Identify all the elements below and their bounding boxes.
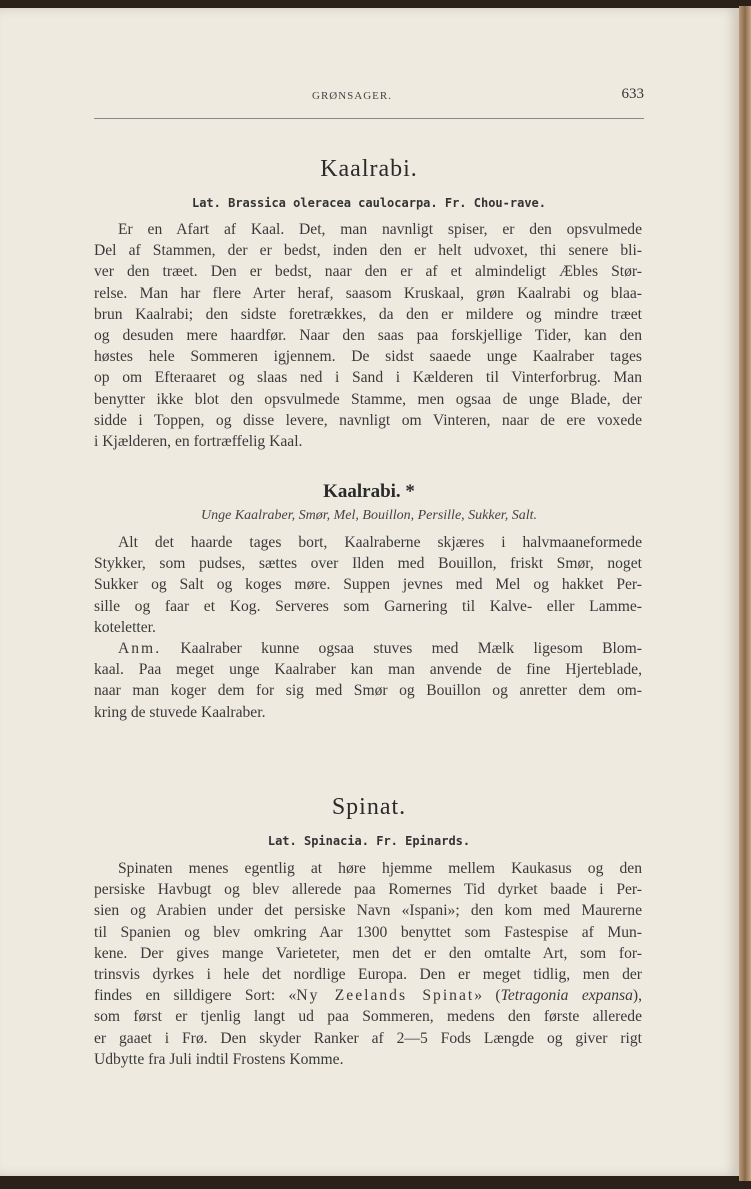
variety-name: Ny Zeelands Spinat xyxy=(296,987,475,1005)
note-label: Anm. xyxy=(118,640,162,657)
section-title-kaalrabi: Kaalrabi. xyxy=(320,156,418,182)
running-title: GRØNSAGER. xyxy=(312,90,392,102)
page-edge xyxy=(739,6,751,1181)
recipe-instructions: Alt det haarde tages bort, Kaalraberne skjæres i halvmaaneformede Stykker, som pudses, sættes over Ilden med Bouillon, friskt Smør, noget Sukker og Salt og koges møre. Suppen jevnes med Mel og hakket Per- sille og faar et Kog. Serveres som Garnering til Kalve- eller Lamme- koteletter. xyxy=(94,534,642,636)
recipe-note: Anm. Kaalraber kunne ogsaa stuves med Mælk ligesom Blom- kaal. Paa meget unge Kaalraber kan man anvende de fine Hjerteblade, naar man koger dem for sig med Smør og Bouillon og anretter dem om- kring de stuvede Kaalraber. xyxy=(94,640,642,721)
paragraph-spinat: Spinaten menes egentlig at høre hjemme mellem Kaukasus og den persiske Havbugt og blev allerede paa Romernes Tid dyrket baade i Per- sien og Arabien under det persiske Navn «Ispani»; den kom med Maurerne til Spanien og blev omkring Aar 1300 benyttet som Fastespise af Mun- kene. Der gives mange Varieteter, men det er den omtalte Art, som for- trinsvis dyrkes i hele det nordlige Europa. Den er meget tidlig, men der findes en silldigere Sort: «Ny Zeelands Spinat» (Tetragonia expansa), som først er tjenlig langt ud paa Sommeren, medens den første allerede er gaaet i Frø. Den skyder Ranker af 2—5 Fods Længde og giver rigt Udbytte fra Juli indtil Frostens Komme. xyxy=(94,860,643,1068)
recipe-title: Kaalrabi. * xyxy=(323,481,415,502)
paragraph-kaalrabi: Er en Afart af Kaal. Det, man navnligt spiser, er den opsvulmede Del af Stammen, der er bedst, inden den er helt udvoxet, thi senere bli- ver den træet. Den er bedst, naar den er af et almindeligt Æbles Stør- relse. Man har flere Arter heraf, saasom Kruskaal, grøn Kaalrabi og blaa- brun Kaalrabi; den sidste foretrækkes, da den er mildere og mindre træet og desuden mere haardfør. Naar den saas paa forskjellige Tider, kan den høstes hele Sommeren igjennem. De sidst saaede unge Kaalraber tages op om Efteraaret og slaas ned i Sand i Kælderen til Vinterforbrug. Man benytter ikke blot den opsvulmede Stamme, men ogsaa de unge Blade, der sidde i Toppen, og disse levere, navnligt om Vinteren, naar de ere voxede i Kjælderen, en fortræffelig Kaal. xyxy=(94,221,642,451)
header-rule xyxy=(94,118,644,119)
running-header xyxy=(98,86,644,106)
latin-name-spinat: Lat. Spinacia. Fr. Epinards. xyxy=(267,834,471,848)
page-number: 633 xyxy=(621,86,644,102)
latin-species-name: Tetragonia expansa xyxy=(500,987,633,1005)
section-title-spinat: Spinat. xyxy=(331,794,407,820)
recipe-ingredients: Unge Kaalraber, Smør, Mel, Bouillon, Persille, Sukker, Salt. xyxy=(201,508,537,523)
latin-name-kaalrabi: Lat. Brassica oleracea caulocarpa. Fr. Chou-rave. xyxy=(191,196,546,210)
